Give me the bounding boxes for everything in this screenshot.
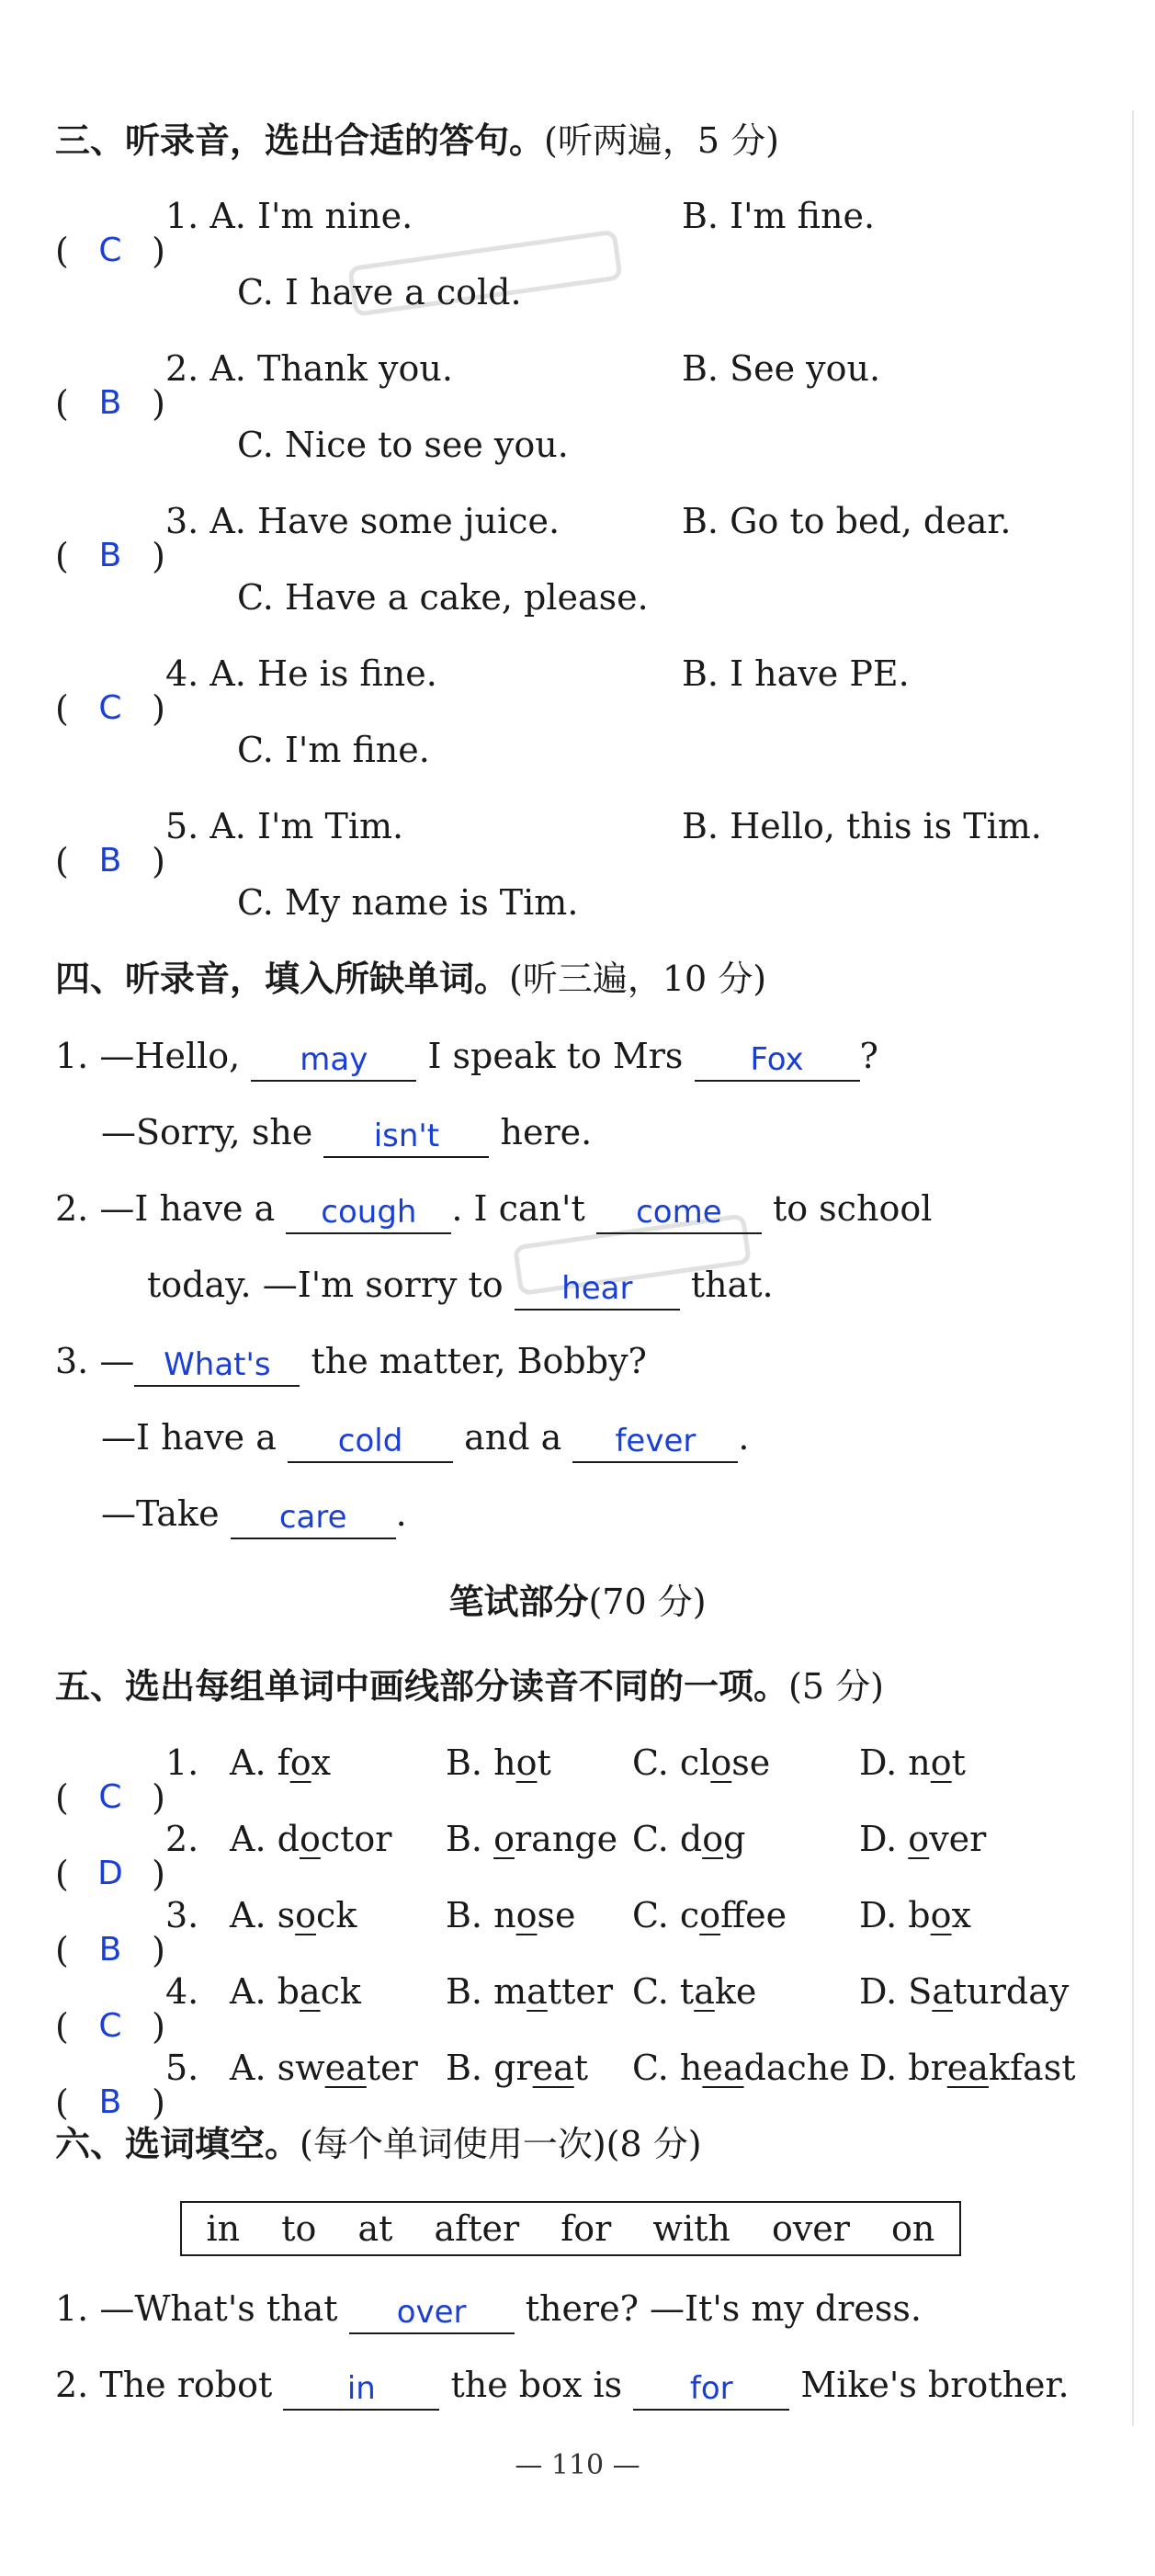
answer-blank[interactable]: cold	[288, 1423, 453, 1463]
answer-blank[interactable]: care	[231, 1499, 396, 1539]
question-row: ( B ) 2. A. Thank you. B. See you.	[55, 348, 881, 424]
answer-blank[interactable]: in	[283, 2370, 439, 2411]
word-bank-item: at	[357, 2208, 393, 2249]
word-bank-item: with	[652, 2208, 730, 2249]
written-part-title: 笔试部分(70 分)	[448, 1582, 707, 1622]
section3-heading: 三、听录音，选出合适的答句。(听两遍，5 分)	[55, 120, 779, 161]
option-c: C. I'm fine.	[237, 730, 430, 770]
option-c: C. Have a cake, please.	[237, 577, 649, 618]
answer-blank[interactable]: for	[633, 2370, 789, 2411]
answer-blank[interactable]: isn't	[323, 1118, 489, 1158]
question-row: ( B ) 3. A. sock B. nose C. coffee D. box	[55, 1895, 971, 1970]
answer-blank[interactable]: may	[251, 1041, 416, 1082]
question-row: ( B ) 3. A. Have some juice. B. Go to bed, dear.	[55, 501, 1012, 576]
question-row: ( C ) 4. A. back B. matter C. take D. Saturday	[55, 1971, 1070, 2047]
word-bank-item: in	[206, 2208, 241, 2249]
fill-row: 3. — What's the matter, Bobby?	[55, 1338, 647, 1385]
answer-blank[interactable]: hear	[515, 1270, 680, 1311]
section5-heading: 五、选出每组单词中画线部分读音不同的一项。(5 分)	[55, 1666, 884, 1707]
page-number: — 110 —	[515, 2449, 640, 2481]
option-c: C. Nice to see you.	[237, 425, 569, 465]
question-row: ( B ) 5. A. sweater B. great C. headache D. breakfast	[55, 2048, 1076, 2123]
question-row: ( C ) 4. A. He is fine. B. I have PE.	[55, 653, 910, 729]
word-bank-item: to	[281, 2208, 317, 2249]
fill-row: —Take care .	[101, 1491, 407, 1538]
fill-row: —Sorry, she isn't here.	[101, 1109, 592, 1156]
fill-row: 1. —What's that over there? —It's my dress.	[55, 2286, 922, 2332]
option-c: C. I have a cold.	[237, 272, 522, 312]
section4-heading: 四、听录音，填入所缺单词。(听三遍，10 分)	[55, 959, 767, 999]
option-c: C. My name is Tim.	[237, 882, 579, 923]
answer-blank[interactable]: come	[596, 1194, 762, 1234]
section6-heading: 六、选词填空。(每个单词使用一次)(8 分)	[55, 2124, 702, 2164]
word-bank-item: for	[561, 2208, 612, 2249]
word-bank-item: after	[434, 2208, 520, 2249]
question-row: ( B ) 5. A. I'm Tim. B. Hello, this is Tim.	[55, 806, 1042, 881]
question-row: ( C ) 1. A. I'm nine. B. I'm fine.	[55, 196, 876, 271]
answer-blank[interactable]: over	[349, 2294, 515, 2334]
fill-row: —I have a cold and a fever .	[101, 1414, 750, 1461]
question-row: ( D ) 2. A. doctor B. orange C. dog D. over	[55, 1819, 987, 1894]
word-bank	[180, 2201, 961, 2256]
answer-blank[interactable]: Fox	[695, 1041, 860, 1082]
question-row: ( C ) 1. A. fox B. hot C. close D. not	[55, 1742, 966, 1818]
fill-row: 2. —I have a cough . I can't come to school	[55, 1186, 932, 1232]
answer-blank[interactable]: cough	[286, 1194, 451, 1234]
fill-row: 2. The robot in the box is for Mike's brother.	[55, 2362, 1070, 2409]
word-bank-item: over	[771, 2208, 850, 2249]
page-edge	[1132, 110, 1134, 2426]
answer-blank[interactable]: What's	[134, 1346, 300, 1387]
word-bank-item: on	[891, 2208, 935, 2249]
fill-row: 1. —Hello, may I speak to Mrs Fox ?	[55, 1033, 878, 1080]
answer-blank[interactable]: fever	[572, 1423, 738, 1463]
fill-row: today. —I'm sorry to hear that.	[147, 1262, 774, 1309]
